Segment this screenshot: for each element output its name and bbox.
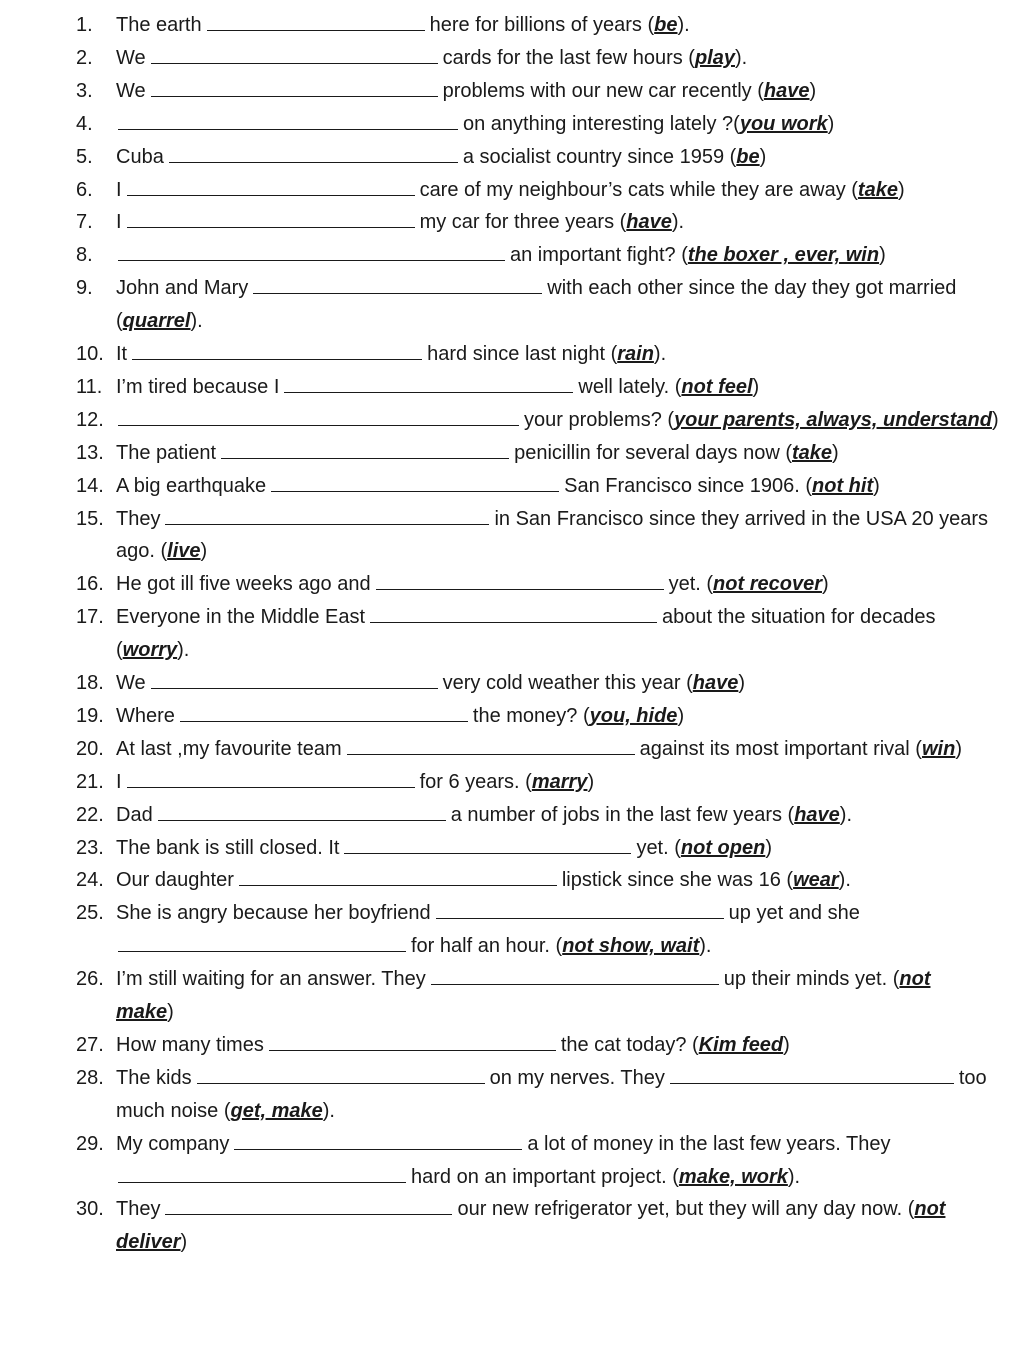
sentence-text: ). (787, 1165, 801, 1188)
verb-hint: take (857, 178, 898, 201)
item-sentence (116, 206, 684, 239)
sentence-text: ) (180, 1231, 188, 1254)
item-number: 29. (76, 1132, 104, 1155)
answer-blank[interactable] (118, 239, 505, 261)
item-number: 9. (76, 277, 93, 300)
answer-blank[interactable] (370, 601, 657, 623)
exercise-item (0, 897, 1015, 930)
answer-blank[interactable] (197, 1062, 485, 1084)
sentence-text: my car for three years ( (419, 211, 627, 234)
sentence-text: ) (809, 79, 817, 102)
sentence-text: My company (116, 1132, 230, 1155)
verb-hint: not recover (713, 573, 822, 596)
verb-hint: take (791, 441, 833, 464)
answer-blank[interactable] (180, 700, 468, 722)
item-sentence (116, 667, 745, 700)
sentence-text: Everyone in the Middle East (116, 606, 366, 629)
item-number: 8. (76, 244, 93, 267)
verb-hint: quarrel (122, 310, 191, 333)
exercise-item (0, 700, 1015, 733)
sentence-text: the money? ( (472, 704, 590, 727)
answer-blank[interactable] (127, 174, 415, 196)
sentence-text: ( (116, 310, 123, 333)
exercise-item-continuation (0, 1226, 1015, 1259)
answer-blank[interactable] (253, 272, 542, 294)
sentence-text: It (116, 343, 128, 365)
sentence-text: in San Francisco since they arrived in the USA 20 years (494, 507, 989, 530)
exercise-sheet (0, 9, 1015, 1351)
exercise-item-continuation (0, 535, 1015, 568)
sentence-text: with each other since the day they got married (547, 277, 957, 300)
item-sentence (116, 897, 860, 930)
exercise-item (0, 1029, 1015, 1062)
exercise-item (0, 667, 1015, 700)
sentence-text: We (116, 672, 146, 694)
sentence-text: ago. ( (116, 540, 168, 563)
exercise-item (0, 9, 1015, 42)
item-number: 11. (76, 375, 103, 398)
verb-hint: deliver (116, 1231, 181, 1254)
answer-blank[interactable] (151, 75, 438, 97)
answer-blank[interactable] (344, 832, 631, 854)
sentence-text: Our daughter (116, 869, 234, 892)
item-sentence (116, 634, 189, 667)
verb-hint: you, hide (589, 704, 678, 727)
answer-blank[interactable] (169, 141, 458, 163)
exercise-item (0, 108, 1015, 141)
verb-hint: marry (531, 770, 588, 793)
answer-blank[interactable] (151, 42, 438, 64)
exercise-item (0, 864, 1015, 897)
answer-blank[interactable] (269, 1029, 556, 1051)
sentence-text: The patient (116, 441, 217, 464)
item-sentence (116, 174, 905, 207)
sentence-text: ). (699, 935, 712, 958)
sentence-text: ) (832, 441, 839, 464)
sentence-text: yet. ( (668, 573, 714, 596)
item-sentence (116, 404, 999, 437)
item-sentence (116, 272, 956, 305)
item-sentence (116, 1095, 335, 1128)
exercise-item-continuation (0, 305, 1015, 338)
answer-blank[interactable] (127, 766, 415, 788)
item-number: 30. (76, 1198, 104, 1221)
sentence-text: a socialist country since 1959 ( (462, 145, 737, 168)
item-number: 16. (76, 573, 104, 596)
answer-blank[interactable] (132, 338, 422, 360)
answer-blank[interactable] (271, 470, 559, 492)
verb-hint: get, make (230, 1099, 323, 1122)
item-number: 22. (76, 803, 104, 826)
answer-blank[interactable] (284, 371, 573, 393)
sentence-text: They (116, 507, 161, 530)
answer-blank[interactable] (207, 9, 425, 31)
exercise-item (0, 1193, 1015, 1226)
sentence-text: ). (839, 803, 853, 826)
sentence-text: for half an hour. ( (411, 935, 563, 958)
sentence-text: ( (116, 639, 123, 662)
item-number: 7. (76, 211, 93, 234)
exercise-item (0, 437, 1015, 470)
answer-blank[interactable] (347, 733, 635, 755)
verb-hint: not open (680, 836, 766, 859)
verb-hint: not (914, 1198, 946, 1221)
verb-hint: have (692, 672, 739, 694)
exercise-item (0, 1062, 1015, 1095)
answer-blank[interactable] (239, 864, 557, 886)
item-number: 26. (76, 968, 104, 991)
item-sentence (116, 766, 594, 799)
item-sentence (116, 733, 962, 766)
sentence-text: ) (897, 178, 905, 201)
sentence-text: lipstick since she was 16 ( (561, 869, 794, 892)
sentence-text: much noise ( (116, 1099, 231, 1122)
sentence-text: very cold weather this year ( (442, 672, 693, 694)
sentence-text: ) (873, 474, 880, 497)
exercise-item-continuation (0, 1095, 1015, 1128)
sentence-text: ) (738, 672, 746, 694)
sentence-text: care of my neighbour’s cats while they are away ( (419, 178, 858, 201)
answer-blank[interactable] (127, 206, 415, 228)
item-number: 27. (76, 1033, 104, 1056)
sentence-text: San Francisco since 1906. ( (564, 474, 813, 497)
verb-hint: have (763, 79, 810, 102)
sentence-text: I (116, 211, 122, 234)
sentence-text: your problems? ( (524, 408, 675, 431)
sentence-text: ). (735, 46, 748, 69)
item-number: 5. (76, 145, 93, 168)
item-number: 12. (76, 408, 104, 431)
sentence-text: the cat today? ( (560, 1033, 699, 1056)
answer-blank[interactable] (436, 897, 724, 919)
sentence-text: How many times (116, 1033, 264, 1056)
item-number: 24. (76, 869, 104, 892)
verb-hint: worry (122, 639, 178, 662)
sentence-text: Cuba (116, 145, 164, 168)
sentence-text: At last ,my favourite team (116, 737, 342, 760)
item-sentence (116, 601, 936, 634)
item-sentence (116, 930, 711, 963)
sentence-text: hard since last night ( (427, 343, 618, 365)
exercise-item-continuation (0, 930, 1015, 963)
verb-hint: win (921, 737, 956, 760)
item-sentence (116, 1193, 945, 1226)
item-sentence (116, 996, 174, 1029)
item-sentence (116, 535, 207, 568)
sentence-text: Where (116, 704, 175, 727)
exercise-item (0, 174, 1015, 207)
sentence-text: ) (587, 770, 595, 793)
sentence-text: ). (677, 14, 690, 36)
exercise-item (0, 766, 1015, 799)
item-sentence (116, 963, 930, 996)
sentence-text: our new refrigerator yet, but they will any day now. ( (457, 1198, 915, 1221)
verb-hint: Kim feed (698, 1033, 784, 1056)
item-sentence (116, 864, 851, 897)
sentence-text: John and Mary (116, 277, 249, 300)
item-number: 14. (76, 474, 104, 497)
verb-hint: make, work (678, 1165, 788, 1188)
sentence-text: on anything interesting lately ?( (463, 112, 740, 135)
sentence-text: cards for the last few hours ( (442, 46, 695, 69)
verb-hint: live (167, 540, 201, 563)
sentence-text: ) (752, 375, 760, 398)
item-sentence (116, 305, 203, 338)
sentence-text: Dad (116, 803, 153, 826)
sentence-text: The earth (116, 14, 202, 36)
answer-blank[interactable] (431, 963, 719, 985)
item-sentence (116, 503, 988, 536)
sentence-text: I’m still waiting for an answer. They (116, 968, 426, 991)
sentence-text: ) (783, 1033, 790, 1056)
item-number: 2. (76, 46, 93, 69)
sentence-text: ). (177, 639, 190, 662)
item-sentence (116, 42, 747, 75)
item-number: 18. (76, 672, 104, 694)
item-number: 1. (76, 14, 93, 36)
sentence-text: I (116, 178, 122, 201)
answer-blank[interactable] (221, 437, 509, 459)
verb-hint: you work (739, 112, 828, 135)
sentence-text: against its most important rival ( (639, 737, 922, 760)
item-number: 17. (76, 606, 104, 629)
item-sentence (116, 568, 829, 601)
item-sentence (116, 1062, 987, 1095)
item-number: 20. (76, 737, 104, 760)
answer-blank[interactable] (118, 1161, 406, 1183)
sentence-text: an important fight? ( (510, 244, 688, 267)
exercise-item (0, 503, 1015, 536)
sentence-text: She is angry because her boyfriend (116, 902, 431, 925)
sentence-text: ) (200, 540, 208, 563)
sentence-text: up yet and she (728, 902, 860, 925)
sentence-text: ). (190, 310, 203, 333)
item-number: 23. (76, 836, 104, 859)
sentence-text: on my nerves. They (489, 1066, 665, 1089)
exercise-item (0, 733, 1015, 766)
exercise-item (0, 272, 1015, 305)
item-sentence (116, 700, 684, 733)
verb-hint: not (899, 968, 931, 991)
item-number: 10. (76, 343, 104, 365)
sentence-text: too (958, 1066, 987, 1089)
verb-hint: have (626, 211, 672, 234)
answer-blank[interactable] (118, 108, 458, 130)
item-sentence (116, 141, 766, 174)
answer-blank[interactable] (165, 503, 489, 525)
item-number: 19. (76, 704, 104, 727)
item-sentence (116, 437, 839, 470)
sentence-text: ) (677, 704, 685, 727)
answer-blank[interactable] (118, 404, 519, 426)
sentence-text: a number of jobs in the last few years ( (450, 803, 795, 826)
sentence-text: ) (991, 408, 999, 431)
sentence-text: up their minds yet. ( (723, 968, 900, 991)
item-sentence (116, 338, 666, 371)
verb-hint: make (116, 1001, 168, 1023)
sentence-text: He got ill five weeks ago and (116, 573, 371, 596)
exercise-item (0, 799, 1015, 832)
answer-blank[interactable] (158, 799, 446, 821)
sentence-text: I’m tired because I (116, 375, 280, 398)
sentence-text: problems with our new car recently ( (442, 79, 764, 102)
item-number: 6. (76, 178, 93, 201)
sentence-text: hard on an important project. ( (411, 1165, 679, 1188)
item-number: 4. (76, 112, 93, 135)
item-sentence (116, 1029, 790, 1062)
verb-hint: have (794, 803, 840, 826)
sentence-text: I (116, 770, 122, 793)
verb-hint: rain (617, 343, 654, 365)
item-sentence (116, 75, 816, 108)
sentence-text: about the situation for decades (662, 606, 936, 629)
item-number: 15. (76, 507, 104, 530)
exercise-item (0, 75, 1015, 108)
sentence-text: ) (759, 145, 767, 168)
item-sentence (116, 9, 690, 42)
answer-blank[interactable] (118, 930, 406, 952)
sentence-text: yet. ( (636, 836, 681, 859)
sentence-text: penicillin for several days now ( (514, 441, 792, 464)
item-number: 28. (76, 1066, 104, 1089)
sentence-text: ). (653, 343, 667, 365)
exercise-item (0, 42, 1015, 75)
item-sentence (116, 1161, 800, 1194)
sentence-text: ) (827, 112, 835, 135)
exercise-item (0, 371, 1015, 404)
exercise-item-continuation (0, 634, 1015, 667)
sentence-text: We (116, 46, 146, 69)
item-sentence (116, 470, 880, 503)
item-number: 3. (76, 79, 93, 102)
item-sentence (116, 1226, 187, 1259)
sentence-text: We (116, 79, 146, 102)
exercise-item (0, 141, 1015, 174)
item-number: 21. (76, 770, 104, 793)
exercise-item (0, 470, 1015, 503)
verb-hint: be (736, 145, 760, 168)
exercise-item (0, 206, 1015, 239)
exercise-item (0, 601, 1015, 634)
item-number: 13. (76, 441, 104, 464)
item-sentence (116, 799, 852, 832)
verb-hint: wear (793, 869, 839, 892)
sentence-text: They (116, 1198, 161, 1221)
answer-blank[interactable] (670, 1062, 954, 1084)
item-sentence (116, 371, 759, 404)
sentence-text: ) (879, 244, 886, 267)
sentence-text: The kids (116, 1066, 192, 1089)
exercise-item (0, 963, 1015, 996)
answer-blank[interactable] (151, 667, 438, 689)
sentence-text: A big earthquake (116, 474, 267, 497)
item-sentence (116, 108, 834, 141)
sentence-text: ). (671, 211, 685, 234)
sentence-text: a lot of money in the last few years. They (527, 1132, 891, 1155)
sentence-text: ) (765, 836, 772, 859)
exercise-item (0, 338, 1015, 371)
answer-blank[interactable] (234, 1128, 522, 1150)
sentence-text: ) (167, 1001, 174, 1023)
sentence-text: ). (838, 869, 851, 892)
exercise-item (0, 404, 1015, 437)
exercise-item-continuation (0, 1161, 1015, 1194)
item-sentence (116, 239, 886, 272)
exercise-item-continuation (0, 996, 1015, 1029)
verb-hint: be (654, 14, 678, 36)
sentence-text: here for billions of years ( (429, 14, 655, 36)
exercise-item (0, 832, 1015, 865)
exercise-item (0, 568, 1015, 601)
item-sentence (116, 1128, 891, 1161)
exercise-item (0, 239, 1015, 272)
sentence-text: ). (322, 1099, 335, 1122)
answer-blank[interactable] (376, 568, 664, 590)
verb-hint: your parents, always, understand (674, 408, 992, 431)
sentence-text: for 6 years. ( (419, 770, 532, 793)
exercise-item (0, 1128, 1015, 1161)
sentence-text: ) (821, 573, 829, 596)
sentence-text: The bank is still closed. It (116, 836, 340, 859)
answer-blank[interactable] (165, 1193, 452, 1215)
verb-hint: not feel (681, 375, 753, 398)
verb-hint: the boxer , ever, win (687, 244, 880, 267)
sentence-text: well lately. ( (578, 375, 682, 398)
verb-hint: play (694, 46, 735, 69)
item-sentence (116, 832, 772, 865)
item-number: 25. (76, 902, 104, 925)
verb-hint: not show, wait (562, 935, 700, 958)
verb-hint: not hit (812, 474, 874, 497)
sentence-text: ) (955, 737, 962, 760)
